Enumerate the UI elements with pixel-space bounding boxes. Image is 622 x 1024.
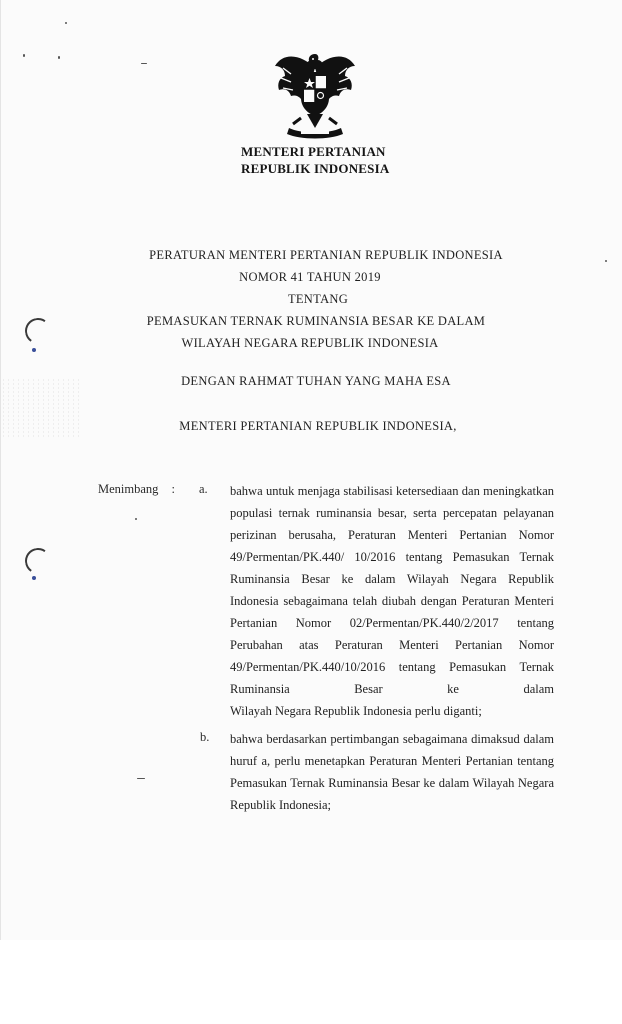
preamble-authority: MENTERI PERTANIAN REPUBLIK INDONESIA, (179, 419, 457, 433)
punch-hole-mark (23, 546, 53, 576)
scan-speck (65, 22, 67, 24)
item-b-text: bahwa berdasarkan pertimbangan sebagaimana dimaksud dalam huruf a, perlu menetapkan Peraturan Menteri Pertanian tentang Pemasukan Ternak Ruminansia Besar ke dalam Wilayah Negara Republik Indonesia; (230, 732, 554, 812)
preamble-blessing: DENGAN RAHMAT TUHAN YANG MAHA ESA (181, 374, 451, 388)
item-a-marker: a. (199, 482, 208, 496)
ministry-heading (241, 143, 441, 177)
ministry-line-2: REPUBLIK INDONESIA (241, 161, 390, 176)
scan-speck (58, 56, 60, 59)
scan-noise (1, 378, 81, 438)
punch-hole-dot (32, 348, 36, 352)
regulation-about: TENTANG (287, 292, 349, 306)
scan-speck (137, 778, 145, 779)
considering-label-text: Menimbang (98, 482, 159, 496)
regulation-title: PERATURAN MENTERI PERTANIAN REPUBLIK INDONESIA (149, 248, 503, 262)
scan-speck (23, 54, 25, 57)
punch-hole-dot (32, 576, 36, 580)
scan-speck (135, 518, 137, 520)
scan-speck (141, 63, 147, 64)
scan-speck (605, 260, 607, 262)
considering-colon: : (171, 482, 176, 496)
regulation-subject-line-1: PEMASUKAN TERNAK RUMINANSIA BESAR KE DALAM (146, 314, 486, 328)
item-a-last-line: Wilayah Negara Republik Indonesia perlu diganti; (230, 704, 482, 718)
regulation-number: NOMOR 41 TAHUN 2019 (239, 270, 381, 284)
garuda-emblem-icon (271, 48, 359, 140)
blank-margin (0, 940, 622, 1024)
considering-label (98, 482, 175, 497)
ministry-line-1: MENTERI PERTANIAN (241, 144, 386, 159)
item-a-text: bahwa untuk menjaga stabilisasi ketersediaan dan meningkatkan populasi ternak ruminansia besar, serta percepatan pelayanan perizinan berusaha, Peraturan Menteri Pertanian Nomor 49/Permentan/PK.440/ 10/2016 tentang Pemasukan Ternak Ruminansia Besar ke dalam Wilayah Negara Republik Indonesia sebagaimana telah diubah dengan Peraturan Menteri Pertanian Nomor 02/Permentan/PK.440/2/2017 tentang Perubahan atas Peraturan Menteri Pertanian Nomor 49/Permentan/PK.440/10/2016 tentang Pemasukan Ternak Ruminansia Besar ke dalam (230, 484, 554, 696)
regulation-subject-line-2: WILAYAH NEGARA REPUBLIK INDONESIA (181, 336, 439, 350)
item-b-marker: b. (200, 730, 210, 744)
